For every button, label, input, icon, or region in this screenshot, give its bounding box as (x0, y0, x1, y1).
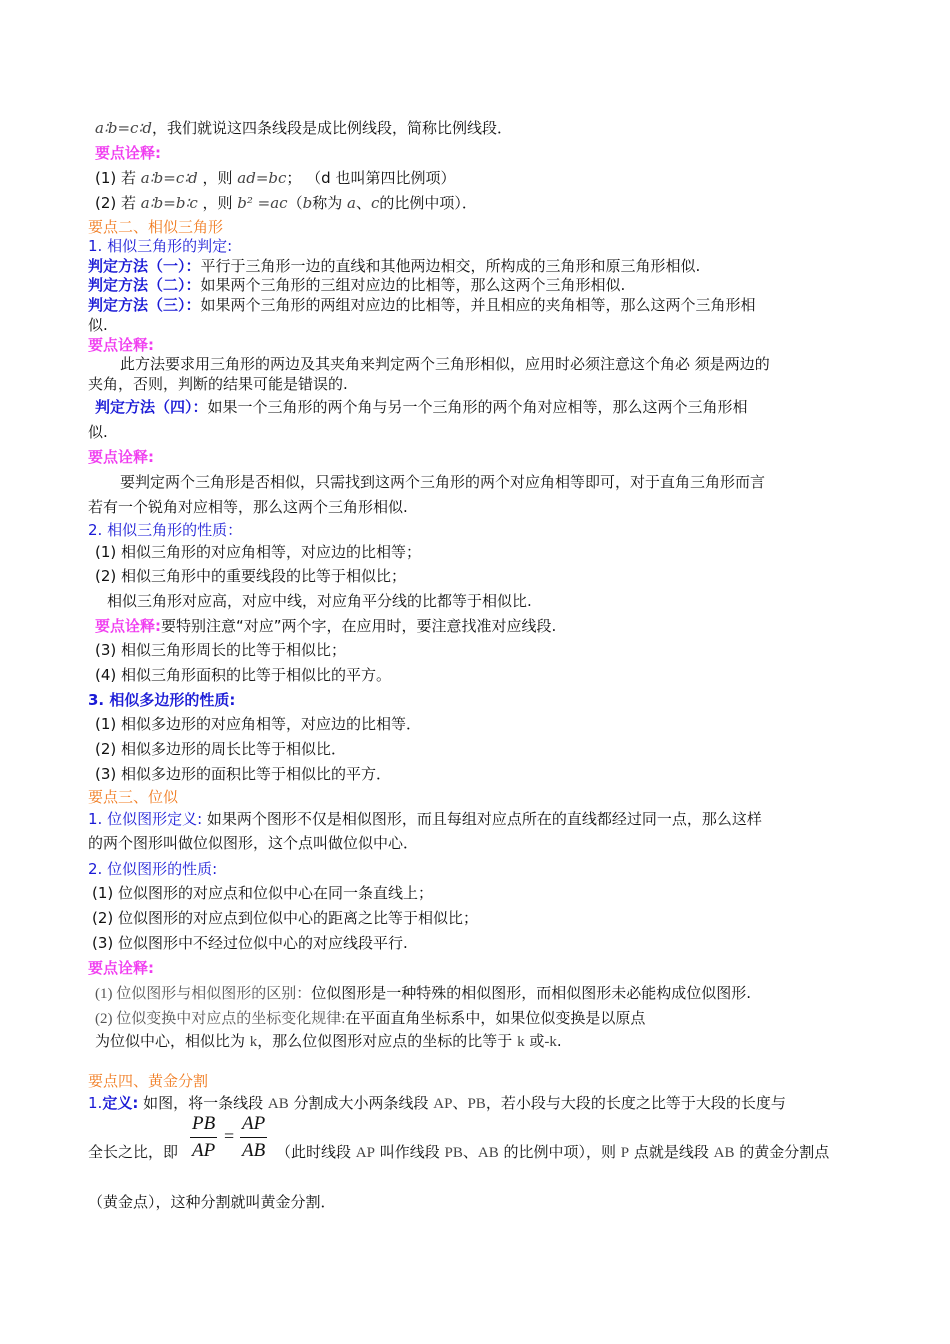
note1-line2: 夹角，否则，判断的结果可能是错误的. (88, 375, 348, 393)
homothety-prop-2: (2) 位似图形的对应点到位似中心的距离之比等于相似比； (92, 909, 479, 927)
tri-prop-2-detail: 相似三角形对应高，对应中线，对应角平分线的比都等于相似比. (107, 592, 532, 610)
homothety-def: 1. 位似图形定义: 如果两个图形不仅是相似图形，而且每组对应点所在的直线都经过同一点，那么这样 (88, 810, 762, 828)
fraction-pb-ap: PB AP (192, 1113, 216, 1161)
note2-line1: 要判定两个三角形是否相似，只需找到这两个三角形的两个对应角相等即可，对于直角三角形而言 (120, 473, 766, 491)
method-1: 判定方法（一）：平行于三角形一边的直线和其他两边相交，所构成的三角形和原三角形相似. (88, 257, 701, 275)
section2-sub1: 1. 相似三角形的判定: (88, 237, 233, 255)
homothety-prop-1: (1) 位似图形的对应点和位似中心在同一条直线上； (92, 884, 434, 902)
homothety-prop-3: (3) 位似图形中不经过位似中心的对应线段平行. (92, 934, 408, 952)
note1-line1: 此方法要求用三角形的两边及其夹角来判定两个三角形相似，应用时必须注意这个角必 须是两边的 (120, 355, 770, 373)
note-label: 要点诠释: (88, 959, 154, 977)
note2-line2: 若有一个锐角对应相等，那么这两个三角形相似. (88, 498, 408, 516)
section4-title: 要点四、黄金分割 (88, 1072, 209, 1090)
section3-title: 要点三、位似 (88, 788, 179, 806)
method-4-cont: 似. (88, 423, 108, 441)
homothety-def-cont: 的两个图形叫做位似图形，这个点叫做位似中心． (88, 834, 419, 852)
golden-def-line1: 1.定义: 如图，将一条线段 AB 分割成大小两条线段 AP、PB，若小段与大段的长度之比等于大段的长度与 (88, 1094, 786, 1112)
tri-prop-3: (3) 相似三角形周长的比等于相似比； (95, 641, 347, 659)
note-label: 要点诠释: (95, 144, 161, 162)
section2-sub2: 2. 相似三角形的性质： (88, 521, 243, 539)
method-4: 判定方法（四）：如果一个三角形的两个角与另一个三角形的两个角对应相等，那么这两个三角形相 (95, 398, 748, 416)
golden-def-line3: （黄金点），这种分割就叫黄金分割． (88, 1193, 336, 1211)
equals-sign: = (224, 1126, 235, 1146)
poly-prop-3: (3) 相似多边形的面积比等于相似比的平方． (95, 765, 392, 783)
tri-prop-4: (4) 相似三角形面积的比等于相似比的平方。 (95, 666, 392, 684)
golden-def-line2-start: 全长之比，即 (88, 1143, 179, 1161)
method-3: 判定方法（三）：如果两个三角形的两组对应边的比相等，并且相应的夹角相等，那么这两个三角形相 (88, 296, 756, 314)
section2-title: 要点二、相似三角形 (88, 218, 224, 236)
fraction-ap-ab: AP AB (242, 1113, 266, 1161)
intro-line: a∶b=c∶d，我们就说这四条线段是成比例线段，简称比例线段． (95, 119, 512, 137)
proportion-note-1: (1) 若 a∶b=c∶d ，则 ad=bc； （d 也叫第四比例项） (95, 169, 456, 187)
tri-prop-1: (1) 相似三角形的对应角相等，对应边的比相等； (95, 543, 422, 561)
section2-sub3: 3. 相似多边形的性质: (88, 691, 236, 709)
poly-prop-1: (1) 相似多边形的对应角相等，对应边的比相等． (95, 715, 422, 733)
tri-prop-2: (2) 相似三角形中的重要线段的比等于相似比； (95, 567, 407, 585)
homothety-note-2: (2) 位似变换中对应点的坐标变化规律:在平面直角坐标系中，如果位似变换是以原点 (95, 1009, 646, 1027)
tri-prop-note: 要点诠释:要特别注意“对应”两个字，在应用时，要注意找准对应线段. (95, 617, 557, 635)
homothety-note-1: (1) 位似图形与相似图形的区别：位似图形是一种特殊的相似图形，而相似图形未必能构成位似图形. (95, 984, 752, 1002)
note-label: 要点诠释: (88, 448, 154, 466)
method-3-cont: 似. (88, 316, 108, 334)
note-label: 要点诠释: (88, 336, 154, 354)
homothety-prop-label: 2. 位似图形的性质: (88, 860, 218, 878)
ratio-math: a∶b=c∶d (95, 119, 152, 137)
poly-prop-2: (2) 相似多边形的周长比等于相似比． (95, 740, 347, 758)
proportion-note-2: (2) 若 a∶b=b∶c ，则 b² =ac（b称为 a、c的比例中项）． (95, 194, 477, 212)
homothety-note-2-cont: 为位似中心，相似比为 k，那么位似图形对应点的坐标的比等于 k 或-k. (95, 1032, 562, 1050)
golden-def-line2-rest: （此时线段 AP 叫作线段 PB、AB 的比例中项），则 P 点就是线段 AB 的黄金分割点 (276, 1143, 830, 1161)
method-2: 判定方法（二）：如果两个三角形的三组对应边的比相等，那么这两个三角形相似. (88, 276, 626, 294)
